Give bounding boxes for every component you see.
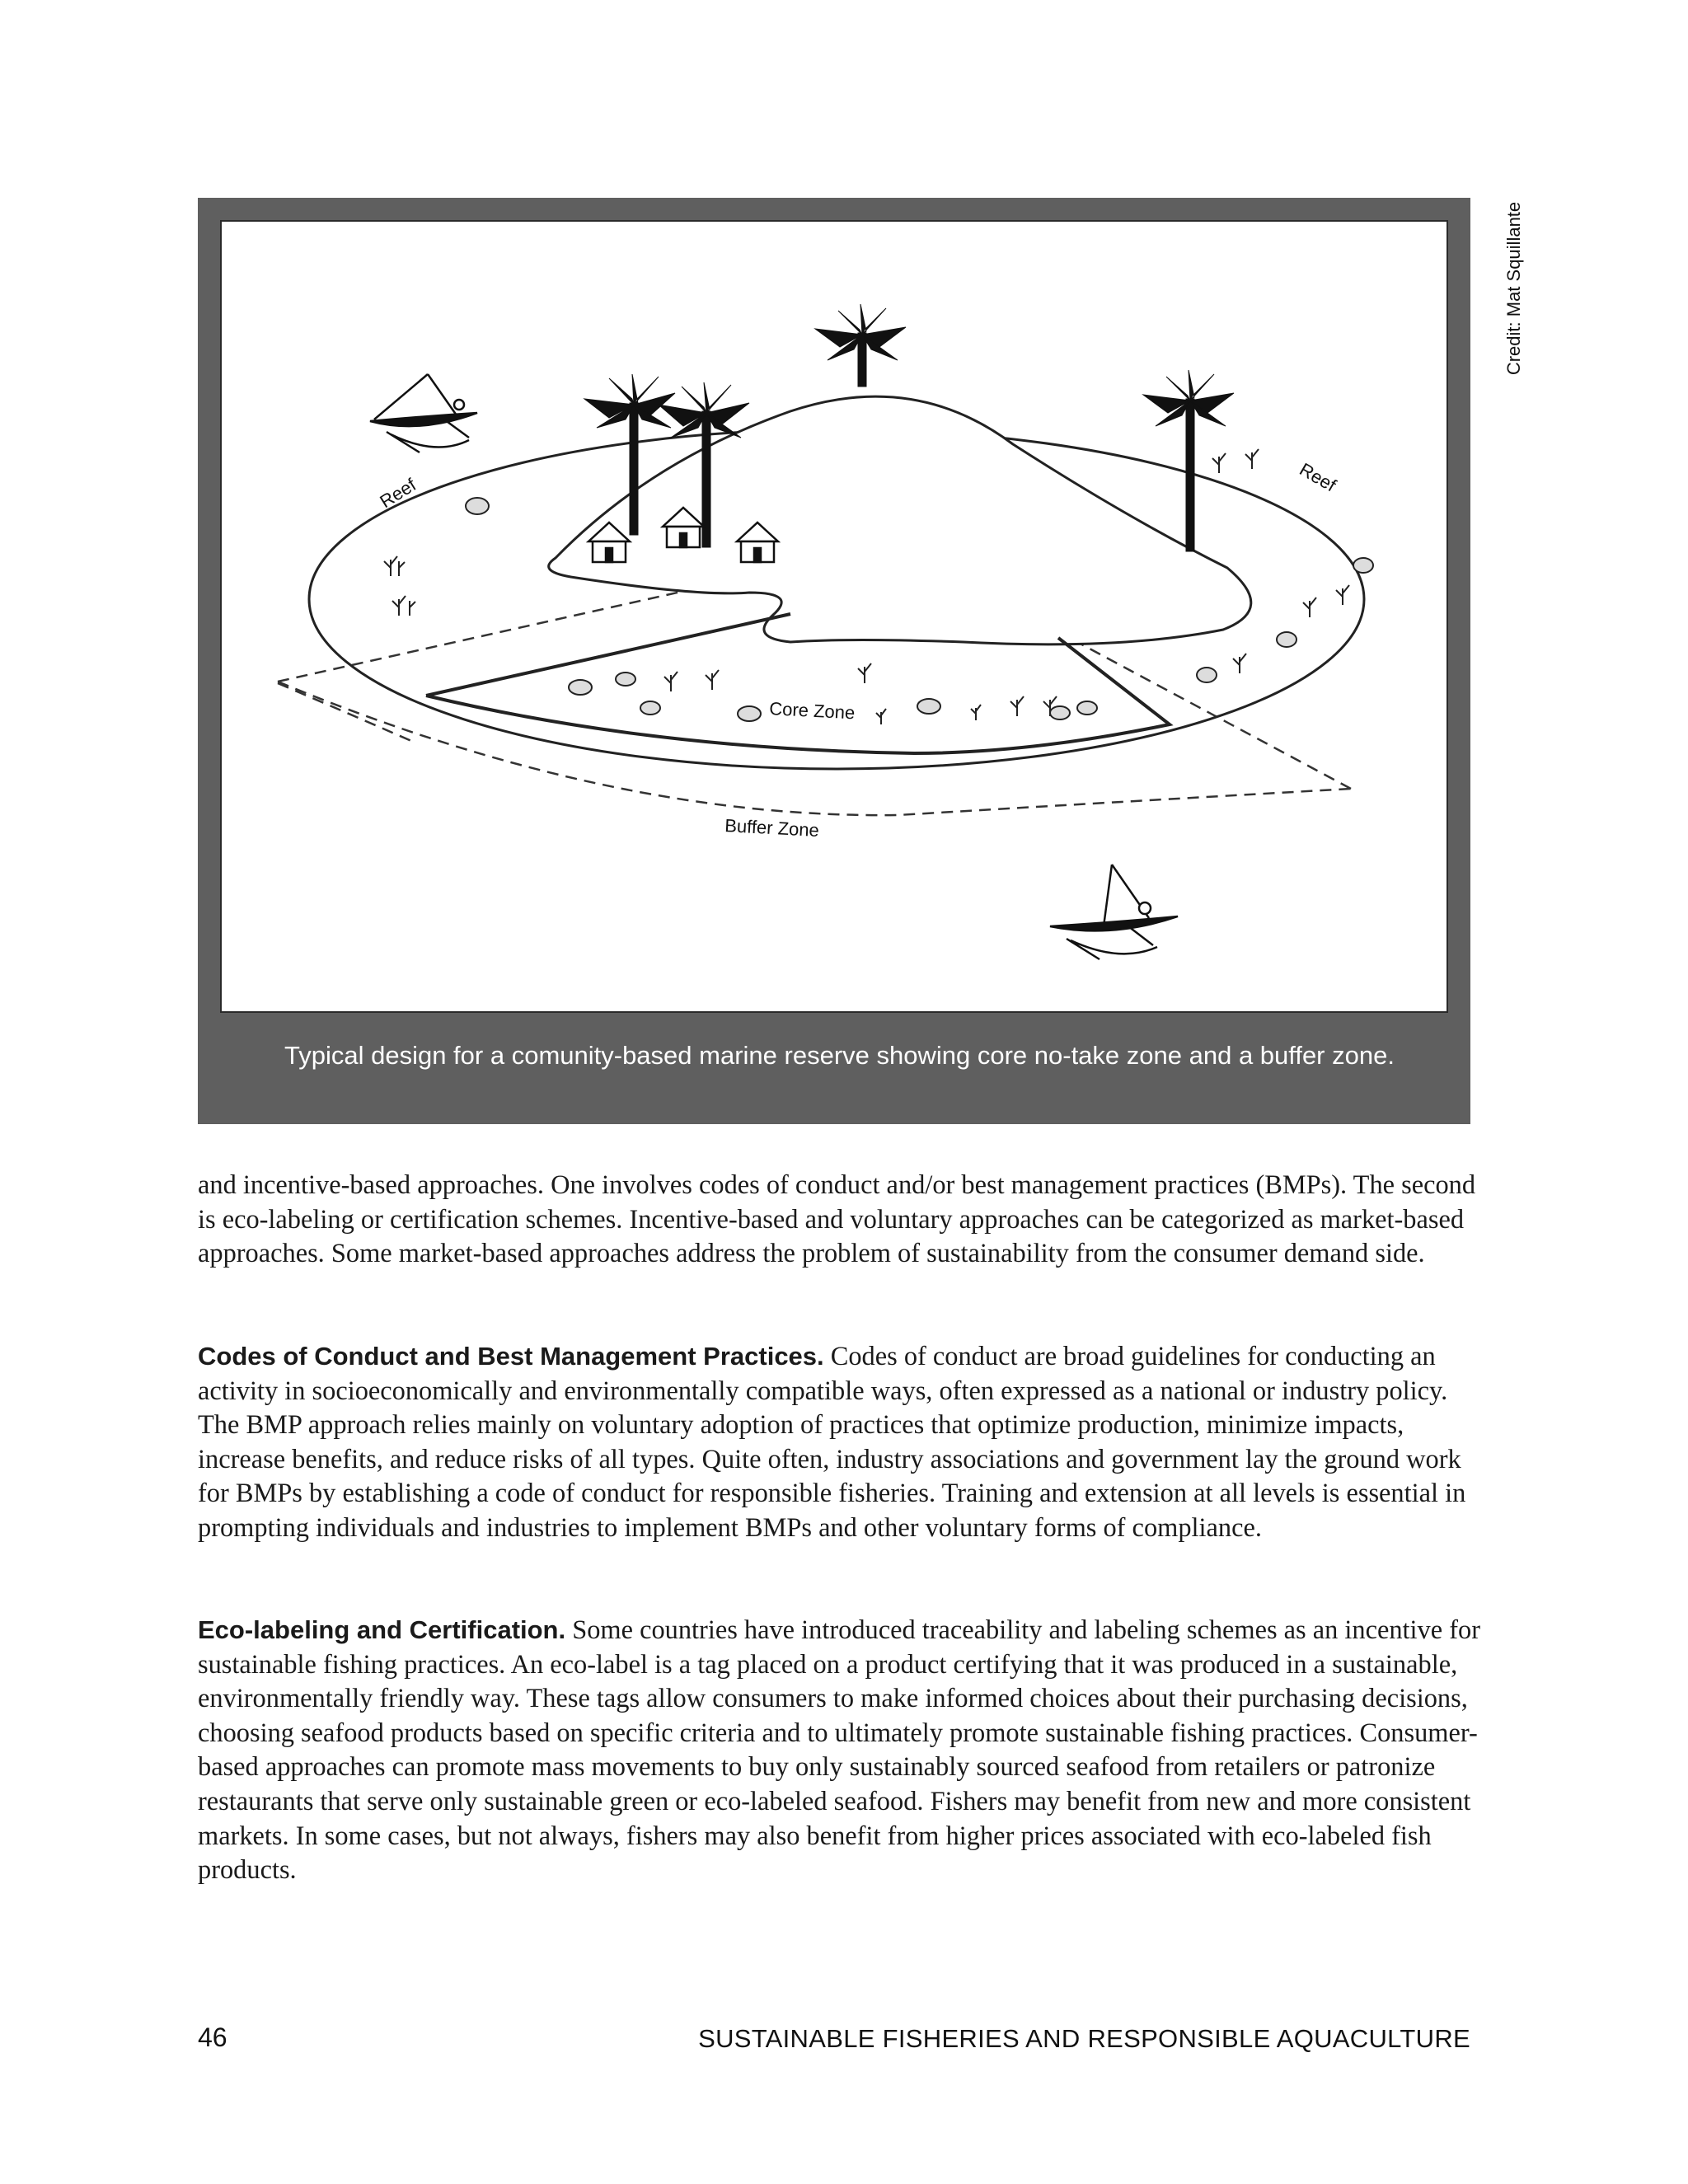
buffer-zone-inner-dashes [278,683,411,741]
marine-reserve-illustration [220,220,1448,1013]
canoe-top-left [370,374,477,452]
codes-of-conduct-heading: Codes of Conduct and Best Management Practices. [198,1342,824,1371]
paragraph-intro: and incentive-based approaches. One involves codes of conduct and/or best management practices (BMPs). The second is eco-labeling or certification schemes. Incentive-based and voluntary approaches can be categorized as market-based approaches. Some market-based approaches address the problem of sustainability from the consumer demand side. [198,1170,1476,1269]
palm-tree-3 [815,304,906,387]
reserve-diagram [222,222,1447,1011]
eco-labeling-heading: Eco-labeling and Certification. [198,1615,566,1644]
reef-left-label: Reef [376,474,420,513]
core-zone-label: Core Zone [768,698,856,724]
buffer-zone-label: Buffer Zone [724,815,820,841]
running-footer-title: SUSTAINABLE FISHERIES AND RESPONSIBLE AQUACULTURE [698,2024,1470,2053]
figure-panel [198,198,1470,1124]
page-number: 46 [198,2022,227,2052]
eco-labeling-text: Some countries have introduced traceability and labeling schemes as an incentive for sustainable fishing practices. An eco-label is a tag placed on a product certifying that it was produced in a sustainable, environmentally friendly way. These tags allow consumers to make informed choices about their purchasing decisions, choosing seafood products based on specific criteria and to ultimately promote sustainable fishing practices. Consumer-based approaches can promote mass movements to buy only sustainably sourced seafood from retailers or patronize restaurants that serve only sustainable green or eco-labeled seafood. Fishers may benefit from new and more consistent markets. In some cases, but not always, fishers may also benefit from higher prices associated with eco-labeled fish products. [198,1615,1480,1886]
island-outline [549,396,1251,644]
canoe-bottom-right [1050,865,1178,959]
reef-right-label: Reef [1296,458,1340,496]
figure-caption: Typical design for a comunity-based marine reserve showing core no-take zone and a buffer zone. [284,1041,1395,1070]
credit-text: Credit: Mat Squillante [1503,201,1524,376]
codes-of-conduct-text: Codes of conduct are broad guidelines for conducting an activity in socioeconomically and environmentally compatible ways, often expressed as a national or industry policy. The BMP approach relies mainly on voluntary adoption of practices that optimize production, minimize impacts, increase benefits, and reduce risks of all types. Quite often, industry associations and government lay the ground work for BMPs by establishing a code of conduct for responsible fisheries. Training and extension at all levels is essential in prompting individuals and industries to implement BMPs and other voluntary forms of compliance. [198,1342,1466,1543]
photo-credit [1500,198,1528,379]
buffer-zone-right-edge [1054,630,1351,789]
paragraph-eco-labeling [198,1613,1492,1888]
paragraph-codes-of-conduct [198,1339,1492,1546]
